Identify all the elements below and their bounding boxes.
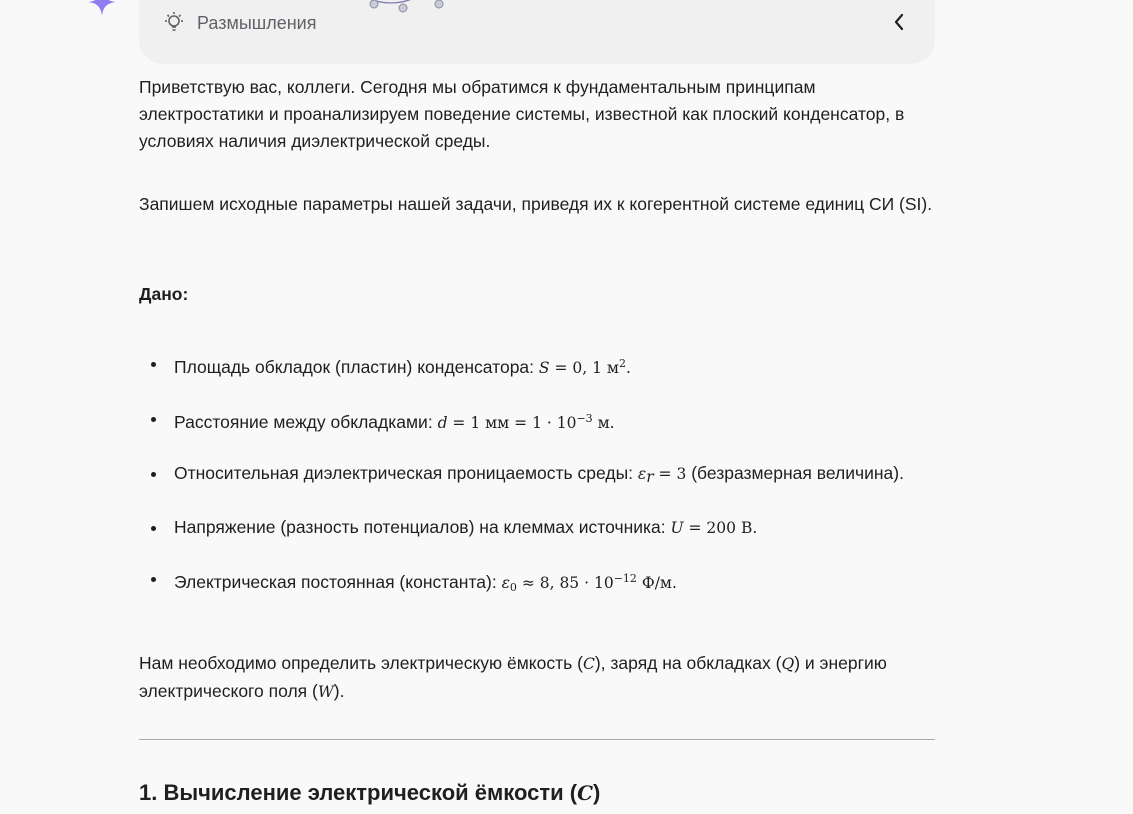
intro-paragraph: Приветствую вас, коллеги. Сегодня мы обратимся к фундаментальным принципам электростатики и проанализируем поведение системы, известной как плоский конденсатор, в условиях наличия диэлектрической среды. (139, 77, 905, 151)
given-item-permittivity: Относительная диэлектрическая проницаемость среды: $\varepsilon_r = 3$ (безразмерная величина). (139, 460, 935, 491)
goal-paragraph: Нам необходимо определить электрическую ёмкость (C), заряд на обкладках (Q) и энергию электрического поля (W). (139, 653, 887, 701)
thoughts-panel[interactable] (139, 0, 935, 64)
given-item-area: Площадь обкладок (пластин) конденсатора: S = 0, 1 $м^2$. (139, 350, 935, 382)
given-heading: Дано: (139, 284, 189, 304)
given-item-constant: Электрическая постоянная (константа): $\varepsilon_0 \approx 8$, $85 \cdot 10^{-12}$ Ф/м. (139, 565, 935, 601)
section-divider (139, 739, 935, 740)
thoughts-label: Размышления (197, 13, 317, 33)
given-list (139, 350, 935, 624)
params-intro-paragraph: Запишем исходные параметры нашей задачи, приведя их к когерентной системе единиц СИ (SI). (139, 194, 933, 214)
garland-decoration-icon (339, 0, 459, 16)
lightbulb-icon (163, 11, 185, 33)
given-item-distance: Расстояние между обкладками: d = 1 мм = $1 \cdot 10^{-3}$ м. (139, 405, 935, 437)
gemini-sparkle-icon (88, 0, 116, 16)
chevron-left-icon[interactable] (889, 10, 909, 34)
section-1-heading: 1. Вычисление электрической ёмкости (C) (139, 780, 601, 805)
given-item-voltage: Напряжение (разность потенциалов) на клеммах источника: U = 200 В. (139, 514, 935, 542)
